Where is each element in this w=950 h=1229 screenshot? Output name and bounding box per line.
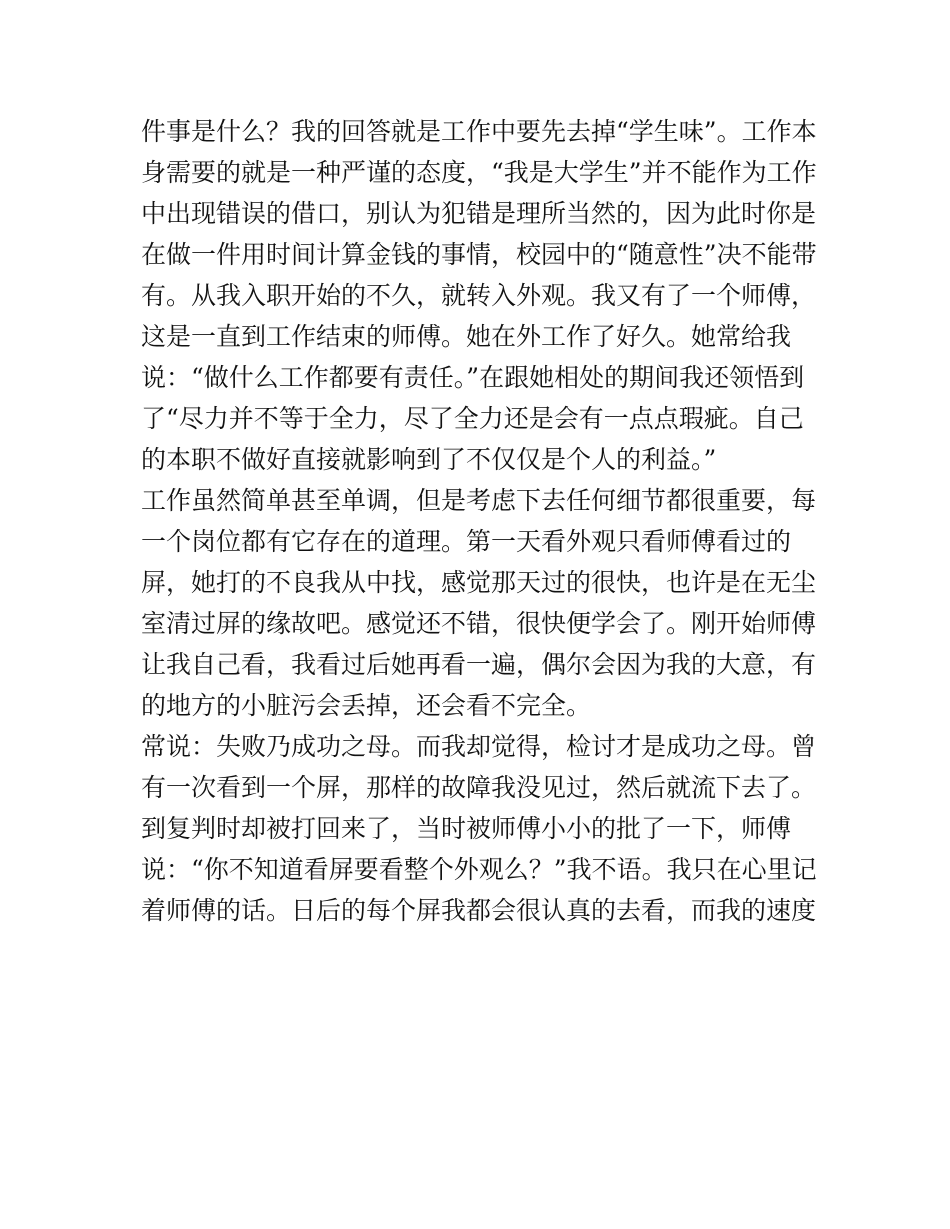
text-line-6: 这是一直到工作结束的师傅。她在外工作了好久。她常给我	[141, 322, 792, 351]
text-line-8: 了“尽力并不等于全力，尽了全力还是会有一点点瑕疵。自己	[141, 404, 804, 433]
text-line-14: 让我自己看，我看过后她再看一遍，偶尔会因为我的大意，有	[141, 650, 817, 679]
text-line-19: 说：“你不知道看屏要看整个外观么？”我不语。我只在心里记	[141, 855, 817, 884]
text-line-4: 在做一件用时间计算金钱的事情，校园中的“随意性”决不能带	[141, 240, 817, 269]
text-line-3: 中出现错误的借口，别认为犯错是理所当然的，因为此时你是	[141, 199, 817, 228]
text-line-7: 说：“做什么工作都要有责任。”在跟她相处的期间我还领悟到	[141, 363, 805, 392]
text-line-9: 的本职不做好直接就影响到了不仅仅是个人的利益。”	[141, 445, 717, 474]
text-line-13: 室清过屏的缘故吧。感觉还不错，很快便学会了。刚开始师傅	[141, 609, 817, 638]
text-line-12: 屏，她打的不良我从中找，感觉那天过的很快，也许是在无尘	[141, 568, 817, 597]
text-line-1: 件事是什么？我的回答就是工作中要先去掉“学生味”。工作本	[141, 117, 817, 146]
text-line-16: 常说：失败乃成功之母。而我却觉得，检讨才是成功之母。曾	[141, 732, 817, 761]
text-line-10: 工作虽然简单甚至单调，但是考虑下去任何细节都很重要，每	[141, 486, 817, 515]
text-line-5: 有。从我入职开始的不久，就转入外观。我又有了一个师傅，	[141, 281, 817, 310]
body-text	[141, 111, 821, 931]
text-line-18: 到复判时却被打回来了，当时被师傅小小的批了一下，师傅	[141, 814, 792, 843]
text-line-17: 有一次看到一个屏，那样的故障我没见过，然后就流下去了。	[141, 773, 817, 802]
text-line-11: 一个岗位都有它存在的道理。第一天看外观只看师傅看过的	[141, 527, 792, 556]
text-line-2: 身需要的就是一种严谨的态度，“我是大学生”并不能作为工作	[141, 158, 817, 187]
text-line-15: 的地方的小脏污会丢掉，还会看不完全。	[141, 691, 592, 720]
text-line-20: 着师傅的话。日后的每个屏我都会很认真的去看，而我的速度	[141, 896, 817, 925]
